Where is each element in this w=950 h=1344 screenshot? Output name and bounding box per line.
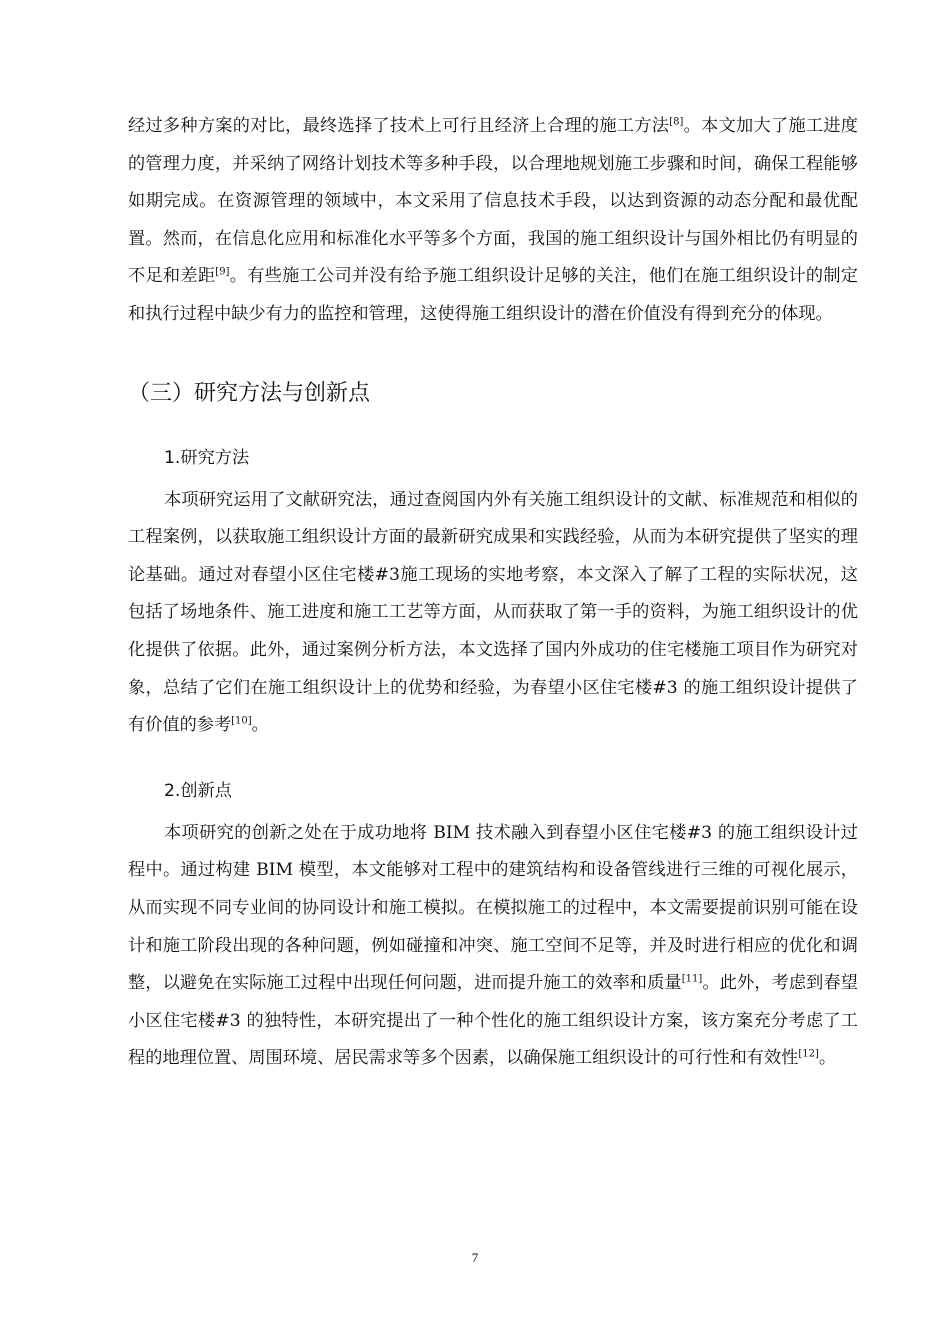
- citation-9: [9]: [215, 266, 230, 278]
- innovation-text-a: 本项研究的创新之处在于成功地将 BIM 技术融入到春望小区住宅楼#3 的施工组织设计过程中。通过构建 BIM 模型，本文能够对工程中的建筑结构和设备管线进行三维的可视化展示，从而实现不同专业间的协同设计和施工模拟。在模拟施工的过程中，本文需要提前识别可能在设计和施工阶段出现的各种问题，例如碰撞和冲突、施工空间不足等，并及时进行相应的优化和调整，以避免在实际施工过程中出现任何问题，进而提升施工的效率和质量: [128, 822, 858, 994]
- page-number: 7: [471, 1250, 479, 1265]
- citation-10: [10]: [231, 715, 252, 727]
- document-page: [128, 108, 858, 1078]
- citation-8: [8]: [669, 116, 684, 128]
- methods-text-b: 。: [251, 715, 269, 736]
- subsection-heading-innovation: 2.创新点: [164, 780, 232, 801]
- methods-text-a: 本项研究运用了文献研究法，通过查阅国内外有关施工组织设计的文献、标准规范和相似的工程案例，以获取施工组织设计方面的最新研究成果和实践经验，从而为本研究提供了坚实的理论基础。通过对春望小区住宅楼#3施工现场的实地考察，本文深入了解了工程的实际状况，这包括了场地条件、施工进度和施工工艺等方面，从而获取了第一手的资料，为施工组织设计的优化提供了依据。此外，通过案例分析方法，本文选择了国内外成功的住宅楼施工项目作为研究对象，总结了它们在施工组织设计上的优势和经验，为春望小区住宅楼#3 的施工组织设计提供了有价值的参考: [128, 489, 858, 736]
- intro-text-b: 。本文加大了施工进度的管理力度，并采纳了网络计划技术等多种手段，以合理地规划施工步骤和时间，确保工程能够如期完成。在资源管理的领域中，本文采用了信息技术手段，以达到资源的动态分配和最优配置。然而，在信息化应用和标准化水平等多个方面，我国的施工组织设计与国外相比仍有明显的不足和差距: [128, 116, 858, 287]
- innovation-paragraph: [128, 815, 858, 1078]
- intro-paragraph: [128, 108, 858, 334]
- section-heading: （三）研究方法与创新点: [128, 380, 371, 406]
- intro-text-c: 。有些施工公司并没有给予施工组织设计足够的关注，他们在施工组织设计的制定和执行过程中缺少有力的监控和管理，这使得施工组织设计的潜在价值没有得到充分的体现。: [128, 266, 858, 324]
- innovation-text-c: 。: [818, 1048, 837, 1069]
- methods-paragraph: [128, 482, 858, 745]
- intro-text-a: 经过多种方案的对比，最终选择了技术上可行且经济上合理的施工方法: [128, 116, 670, 136]
- citation-11: [11]: [681, 973, 703, 985]
- citation-12: [12]: [798, 1048, 819, 1060]
- subsection-heading-methods: 1.研究方法: [164, 447, 250, 468]
- innovation-text-b: 。此外，考虑到春望小区住宅楼#3 的独特性，本研究提出了一种个性化的施工组织设计方案，该方案充分考虑了工程的地理位置、周围环境、居民需求等多个因素，以确保施工组织设计的可行性和有效性: [128, 973, 858, 1069]
